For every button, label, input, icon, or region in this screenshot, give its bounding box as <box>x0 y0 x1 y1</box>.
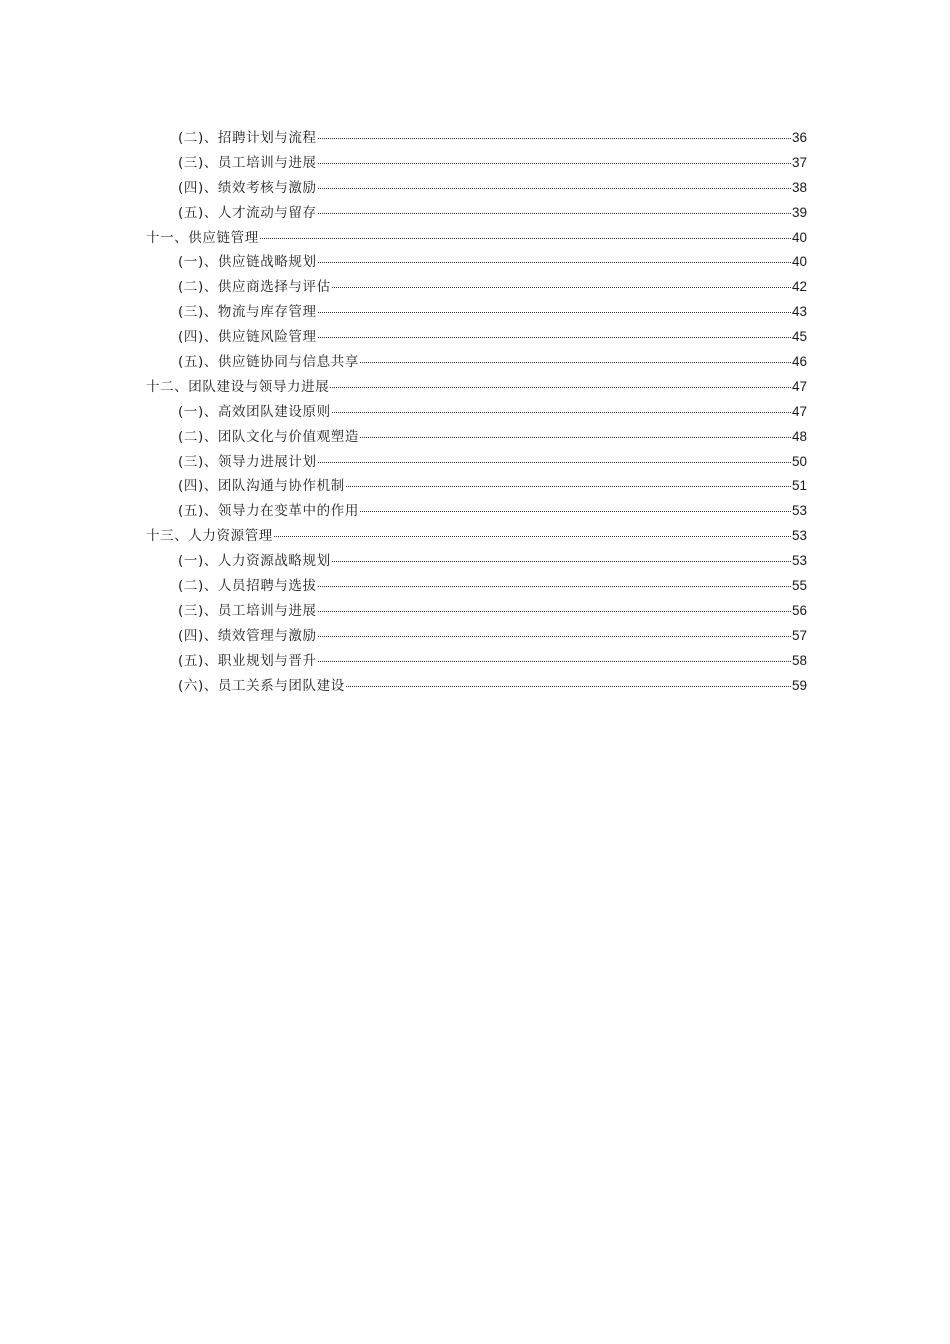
toc-dot-leader <box>318 187 791 189</box>
toc-entry-title: (二)、人员招聘与选拔 <box>178 578 317 595</box>
toc-entry-title: (一)、人力资源战略规划 <box>178 553 331 570</box>
toc-page-number: 51 <box>791 478 807 494</box>
toc-dot-leader <box>318 162 791 164</box>
toc-entry-title: (三)、员工培训与进展 <box>178 154 317 171</box>
table-of-contents <box>146 126 807 698</box>
toc-entry-title: (一)、供应链战略规划 <box>178 254 317 271</box>
toc-entry-title: (一)、高效团队建设原则 <box>178 403 331 420</box>
toc-page-number: 59 <box>791 677 807 693</box>
toc-chapter-entry[interactable] <box>146 226 807 251</box>
toc-dot-leader <box>332 560 791 562</box>
toc-dot-leader <box>318 137 791 139</box>
toc-section-entry[interactable] <box>146 400 807 425</box>
toc-entry-title: (五)、职业规划与晋升 <box>178 652 317 669</box>
toc-entry-title: (二)、团队文化与价值观塑造 <box>178 428 359 445</box>
toc-section-entry[interactable] <box>146 674 807 699</box>
toc-section-entry[interactable] <box>146 325 807 350</box>
toc-dot-leader <box>330 386 791 388</box>
toc-section-entry[interactable] <box>146 624 807 649</box>
toc-section-entry[interactable] <box>146 649 807 674</box>
toc-page-number: 53 <box>791 528 807 544</box>
toc-section-entry[interactable] <box>146 425 807 450</box>
toc-entry-title: (五)、人才流动与留存 <box>178 204 317 221</box>
toc-page-number: 45 <box>791 329 807 345</box>
toc-section-entry[interactable] <box>146 275 807 300</box>
toc-page-number: 37 <box>791 154 807 170</box>
toc-dot-leader <box>260 237 791 239</box>
toc-page-number: 58 <box>791 652 807 668</box>
toc-dot-leader <box>332 411 791 413</box>
toc-entry-title: (三)、物流与库存管理 <box>178 304 317 321</box>
toc-chapter-entry[interactable] <box>146 524 807 549</box>
toc-dot-leader <box>318 311 791 313</box>
toc-section-entry[interactable] <box>146 450 807 475</box>
toc-page-number: 53 <box>791 503 807 519</box>
toc-entry-title: (四)、团队沟通与协作机制 <box>178 478 345 495</box>
toc-page-number: 56 <box>791 602 807 618</box>
toc-page-number: 39 <box>791 204 807 220</box>
toc-entry-title: 十三、人力资源管理 <box>146 528 273 545</box>
toc-dot-leader <box>318 635 791 637</box>
toc-dot-leader <box>318 610 791 612</box>
toc-entry-title: (四)、绩效管理与激励 <box>178 627 317 644</box>
toc-page-number: 40 <box>791 229 807 245</box>
toc-page-number: 42 <box>791 279 807 295</box>
toc-entry-title: 十一、供应链管理 <box>146 229 259 246</box>
toc-section-entry[interactable] <box>146 350 807 375</box>
toc-dot-leader <box>318 660 791 662</box>
toc-section-entry[interactable] <box>146 474 807 499</box>
toc-page-number: 36 <box>791 130 807 145</box>
toc-section-entry[interactable] <box>146 201 807 226</box>
toc-dot-leader <box>318 585 791 587</box>
toc-entry-title: (三)、员工培训与进展 <box>178 602 317 619</box>
toc-section-entry[interactable] <box>146 549 807 574</box>
toc-section-entry[interactable] <box>146 151 807 176</box>
toc-section-entry[interactable] <box>146 599 807 624</box>
toc-entry-title: (四)、供应链风险管理 <box>178 329 317 346</box>
toc-entry-title: (三)、领导力进展计划 <box>178 453 317 470</box>
toc-entry-title: (六)、员工关系与团队建设 <box>178 677 345 694</box>
toc-section-entry[interactable] <box>146 250 807 275</box>
toc-dot-leader <box>360 510 791 512</box>
toc-page-number: 47 <box>791 378 807 394</box>
toc-section-entry[interactable] <box>146 499 807 524</box>
toc-dot-leader <box>346 685 791 687</box>
toc-page-number: 55 <box>791 578 807 594</box>
toc-page-number: 43 <box>791 304 807 320</box>
toc-page-number: 50 <box>791 453 807 469</box>
toc-section-entry[interactable] <box>146 126 807 151</box>
toc-entry-title: (五)、供应链协同与信息共享 <box>178 354 359 371</box>
toc-dot-leader <box>346 485 791 487</box>
toc-page-number: 48 <box>791 428 807 444</box>
toc-dot-leader <box>360 436 791 438</box>
toc-dot-leader <box>318 212 791 214</box>
toc-entry-title: (四)、绩效考核与激励 <box>178 179 317 196</box>
toc-page-number: 40 <box>791 254 807 270</box>
toc-dot-leader <box>318 261 791 263</box>
toc-page-number: 38 <box>791 179 807 195</box>
toc-chapter-entry[interactable] <box>146 375 807 400</box>
toc-section-entry[interactable] <box>146 574 807 599</box>
toc-dot-leader <box>318 461 791 463</box>
toc-entry-title: (二)、供应商选择与评估 <box>178 279 331 296</box>
toc-dot-leader <box>318 336 791 338</box>
toc-entry-title: (五)、领导力在变革中的作用 <box>178 503 359 520</box>
toc-page-number: 46 <box>791 354 807 370</box>
toc-section-entry[interactable] <box>146 300 807 325</box>
toc-page-number: 47 <box>791 403 807 419</box>
toc-dot-leader <box>274 535 791 537</box>
toc-page-number: 53 <box>791 553 807 569</box>
toc-entry-title: (二)、招聘计划与流程 <box>178 130 317 146</box>
toc-entry-title: 十二、团队建设与领导力进展 <box>146 378 330 395</box>
toc-page-number: 57 <box>791 627 807 643</box>
toc-dot-leader <box>332 286 791 288</box>
toc-dot-leader <box>360 361 791 363</box>
toc-section-entry[interactable] <box>146 176 807 201</box>
